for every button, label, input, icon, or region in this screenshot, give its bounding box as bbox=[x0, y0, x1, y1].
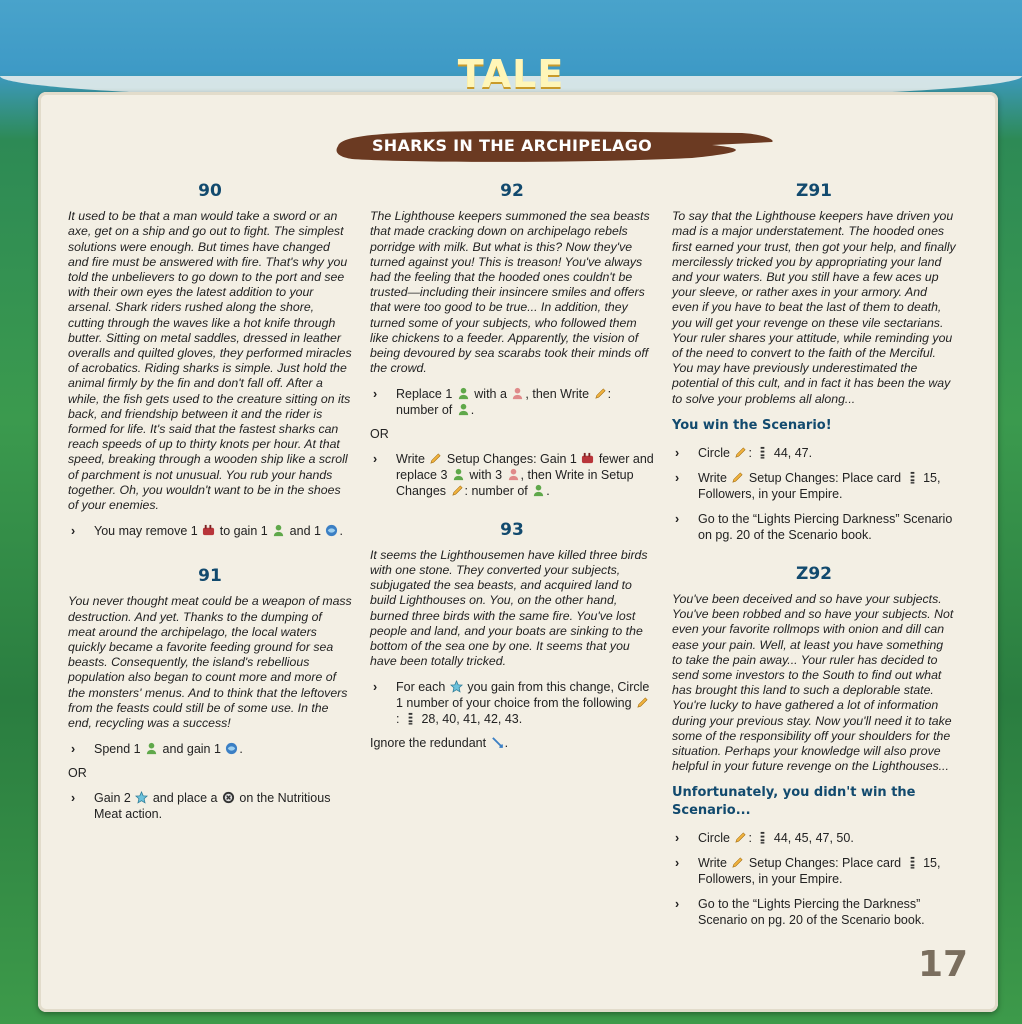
bullet-text: Replace 1 bbox=[396, 387, 453, 402]
bullet-arrow-icon: › bbox=[71, 742, 76, 757]
section-92-title: 92 bbox=[500, 181, 524, 201]
star-icon bbox=[450, 680, 463, 693]
ship-icon bbox=[581, 452, 594, 465]
bullet-text: Go to the “Lights Piercing Darkness” Scenario on pg. 20 of the Scenario book. bbox=[698, 511, 953, 542]
win-heading: You win the Scenario! bbox=[672, 417, 832, 433]
bullet-arrow-icon: › bbox=[675, 831, 680, 846]
section-91-bullet-2 bbox=[68, 790, 352, 822]
section-90-title: 90 bbox=[198, 181, 222, 201]
section-93-title: 93 bbox=[500, 519, 524, 540]
section-z91-bullet-3 bbox=[672, 511, 956, 543]
bullet-text: 44, 47. bbox=[773, 445, 813, 460]
bullet-text: 15, Followers, in your Empire. bbox=[698, 470, 941, 501]
section-z92-title: Z92 bbox=[796, 563, 832, 584]
section-z91-title: Z91 bbox=[796, 181, 832, 201]
follower-icon bbox=[457, 403, 470, 416]
bullet-text: You may remove 1 bbox=[94, 524, 198, 539]
follower-icon bbox=[145, 742, 158, 755]
section-z91-text: To say that the Lighthouse keepers have driven you mad is a major understatement. The hooded ones first earned your trust, then got your help, and finally mercilessly tricked you by appropriating your land and your waters. But you still have a few aces up your sleeve, or rather axes in your armory. And even if you have to beat the last of them to death, you will get your revenge on these vile sectarians. Your ruler shares your attitude, while reminding you of the need to convert to the faith of the Merciful. You may have previously underestimated the potential of this cult, and in fact it has been the way to solve your problems all along... bbox=[672, 209, 956, 406]
section-93-note bbox=[370, 736, 654, 751]
section-z92-text: You've been deceived and so have your subjects. You've been robbed and so have your subjects. Not even your favorite rollmops with onion and dill can ease your pain. Well, at least you have something to take the pain away... Your ruler has decided to send some investors to the South to find out what has brought this land to such a deplorable state. You're lucky to have gathered a lot of information during your previous stay. Now you'll need it to take some of the responsibility off your shoulders for the situation. Perhaps your knowledge will also prove helpful in your future revenge on the Lighthouses... bbox=[672, 592, 954, 774]
bullet-text: with 3 bbox=[469, 467, 503, 482]
section-92-bullet-1: › Replace 1 with a , then Write : number of . bbox=[373, 387, 612, 418]
bullet-text: For each bbox=[396, 680, 446, 695]
note-text: . bbox=[504, 736, 509, 751]
pencil-icon bbox=[451, 484, 464, 497]
section-z92-bullet-2 bbox=[672, 855, 956, 887]
fish-icon bbox=[225, 742, 238, 755]
bullet-text: on the Nutritious Meat action. bbox=[94, 790, 331, 821]
bullet-text: Setup Changes: Place card bbox=[748, 856, 902, 871]
card-stack-icon bbox=[756, 446, 769, 459]
skull-token-icon bbox=[222, 791, 235, 804]
follower-icon bbox=[272, 524, 285, 537]
bullet-arrow-icon: › bbox=[71, 790, 76, 805]
bullet-text: you gain from this change, Circle 1 number of your choice from the following bbox=[396, 680, 650, 711]
bullet-text: and gain 1 bbox=[162, 742, 221, 757]
section-91-bullet-1: › Spend 1 and gain 1 . bbox=[71, 742, 243, 757]
pencil-icon bbox=[594, 387, 607, 400]
bullet-text: Go to the “Lights Piercing the Darkness” Scenario on pg. 20 of the Scenario book. bbox=[698, 897, 925, 928]
cultist-icon bbox=[507, 468, 520, 481]
card-stack-icon bbox=[756, 831, 769, 844]
bullet-text: Write bbox=[698, 856, 727, 871]
column-right bbox=[672, 181, 956, 937]
section-z91-bullet-1: › Circle : 44, 47. bbox=[675, 445, 813, 460]
or-separator: OR bbox=[370, 427, 389, 442]
section-z91-bullet-2 bbox=[672, 470, 956, 502]
card-stack-icon bbox=[906, 471, 919, 484]
section-z92-bullet-1: › Circle : 44, 45, 47, 50. bbox=[675, 831, 854, 846]
bullet-arrow-icon: › bbox=[373, 387, 378, 402]
bullet-text: and 1 bbox=[289, 524, 321, 539]
bullet-arrow-icon: › bbox=[373, 680, 378, 695]
pencil-icon bbox=[636, 696, 649, 709]
bullet-arrow-icon: › bbox=[675, 511, 680, 526]
bullet-text: Spend 1 bbox=[94, 742, 141, 757]
bullet-text: Setup Changes: Gain 1 bbox=[446, 451, 577, 466]
bullet-text: : number of bbox=[464, 483, 528, 498]
bullet-text: Gain 2 bbox=[94, 790, 131, 805]
bullet-text: Circle bbox=[698, 831, 730, 846]
bullet-text: fewer and replace 3 bbox=[396, 451, 654, 482]
pencil-icon bbox=[731, 856, 744, 869]
bullet-text: Write bbox=[698, 470, 727, 485]
follower-icon bbox=[532, 484, 545, 497]
follower-icon bbox=[452, 468, 465, 481]
section-93-text: It seems the Lighthousemen have killed three birds with one stone. They converted your subjects, subjugated the sea beasts, and acquired land to build Lighthouses on. You, on the other hand, burned three birds with the same fire. You've lost people and land, and your boats are sinking to the bottom of the sea one by one. It seems that you have been totally tricked. bbox=[370, 547, 648, 669]
bullet-arrow-icon: › bbox=[675, 897, 680, 912]
column-left bbox=[68, 181, 352, 831]
card-stack-icon bbox=[906, 856, 919, 869]
bullet-text: 44, 45, 47, 50. bbox=[773, 831, 854, 846]
section-93-bullet: › For each you gain from this change, Circle 1 number of your choice from the following : 28, 40, 41, 42, 43. bbox=[373, 680, 650, 727]
page-number: 17 bbox=[918, 944, 969, 985]
star-icon bbox=[135, 791, 148, 804]
bullet-arrow-icon: › bbox=[675, 470, 680, 485]
harpoon-icon bbox=[491, 736, 504, 749]
section-z92-bullet-3 bbox=[672, 896, 956, 928]
section-92-text: The Lighthouse keepers summoned the sea beasts that made cracking down on archipelago rebels porridge with milk. But what is this? Now they've turned against you! This is treason! You've always had the feeling that the hooded ones couldn't be trusted—including their insincere smiles and offers that were too good to be true... In addition, they turned some of your subjects, who followed them like chickens to a feeder. Apparently, the vision of being devoured by sea scarabs took their minds off the crowd. bbox=[370, 209, 650, 376]
bullet-text: Circle bbox=[698, 445, 730, 460]
section-92-bullet-2: › Write Setup Changes: Gain 1 fewer and replace 3 with 3 , then Write in Setup Changes : number of . bbox=[373, 451, 654, 498]
note-text: Ignore the redundant bbox=[370, 736, 487, 751]
bullet-text: , then Write in Setup Changes bbox=[396, 467, 634, 498]
card-stack-icon bbox=[404, 712, 417, 725]
bullet-text: 28, 40, 41, 42, 43. bbox=[421, 712, 523, 727]
cultist-icon bbox=[511, 387, 524, 400]
page-title: TALE bbox=[457, 52, 565, 96]
or-separator: OR bbox=[68, 766, 87, 781]
section-91-text: You never thought meat could be a weapon of mass destruction. And yet. Thanks to the dumping of meat around the archipelago, the local waters quickly became a favorite feeding ground for sea beasts. Consequently, the island's rebellious population also began to count more and more of the monsters' menus. And to think that the leftovers from the feasts could still be of some use. In the end, recycling was a success! bbox=[68, 594, 352, 731]
bullet-text: with a bbox=[474, 387, 507, 402]
pencil-icon bbox=[734, 831, 747, 844]
lose-heading: Unfortunately, you didn't win the Scenario... bbox=[672, 785, 916, 819]
bullet-arrow-icon: › bbox=[675, 856, 680, 871]
section-91-title: 91 bbox=[198, 566, 222, 587]
ship-icon bbox=[202, 524, 215, 537]
bullet-text: and place a bbox=[152, 790, 218, 805]
bullet-text: Setup Changes: Place card bbox=[748, 470, 902, 485]
bullet-arrow-icon: › bbox=[71, 524, 76, 539]
bullet-text: Write bbox=[396, 451, 425, 466]
bullet-text: 15, Followers, in your Empire. bbox=[698, 856, 941, 887]
follower-icon bbox=[457, 387, 470, 400]
bullet-text: to gain 1 bbox=[219, 524, 268, 539]
bullet-text: : number of bbox=[396, 387, 612, 418]
pencil-icon bbox=[429, 452, 442, 465]
bullet-text: , then Write bbox=[525, 387, 590, 402]
pencil-icon bbox=[731, 471, 744, 484]
section-90-bullet: › You may remove 1 to gain 1 and 1 . bbox=[71, 524, 343, 539]
column-middle bbox=[370, 181, 654, 752]
section-90-text: It used to be that a man would take a sword or an axe, get on a ship and go out to fight. The simplest solutions were enough. But times have changed and fire must be answered with fire. That's why you told the unbelievers to go down to the port and see with their own eyes the latest addition to your arsenal. Shark riders rushed along the shore, cutting through the waves like a hot knife through butter. Sitting on metal saddles, dressed in leather overalls and quilted gloves, they performed miracles of acrobatics. Riding sharks is simple. Just hold the animal firmly by the fin and don't fall off. After a while, the fish gets used to the creature sitting on its back, and friendship between it and the rider is formed for life. It's said that the fastest sharks can reach speeds of up to thirty knots per hour. At that speed, breaking through a wooden ship like a scroll of parchment is not unusual. You rub your hands together. Oh, you wouldn't want to be in the shoes of your enemies. bbox=[68, 209, 352, 513]
pencil-icon bbox=[734, 446, 747, 459]
fish-icon bbox=[325, 524, 338, 537]
banner-title: SHARKS IN THE ARCHIPELAGO bbox=[371, 136, 653, 155]
bullet-arrow-icon: › bbox=[675, 445, 680, 460]
bullet-arrow-icon: › bbox=[373, 451, 378, 466]
